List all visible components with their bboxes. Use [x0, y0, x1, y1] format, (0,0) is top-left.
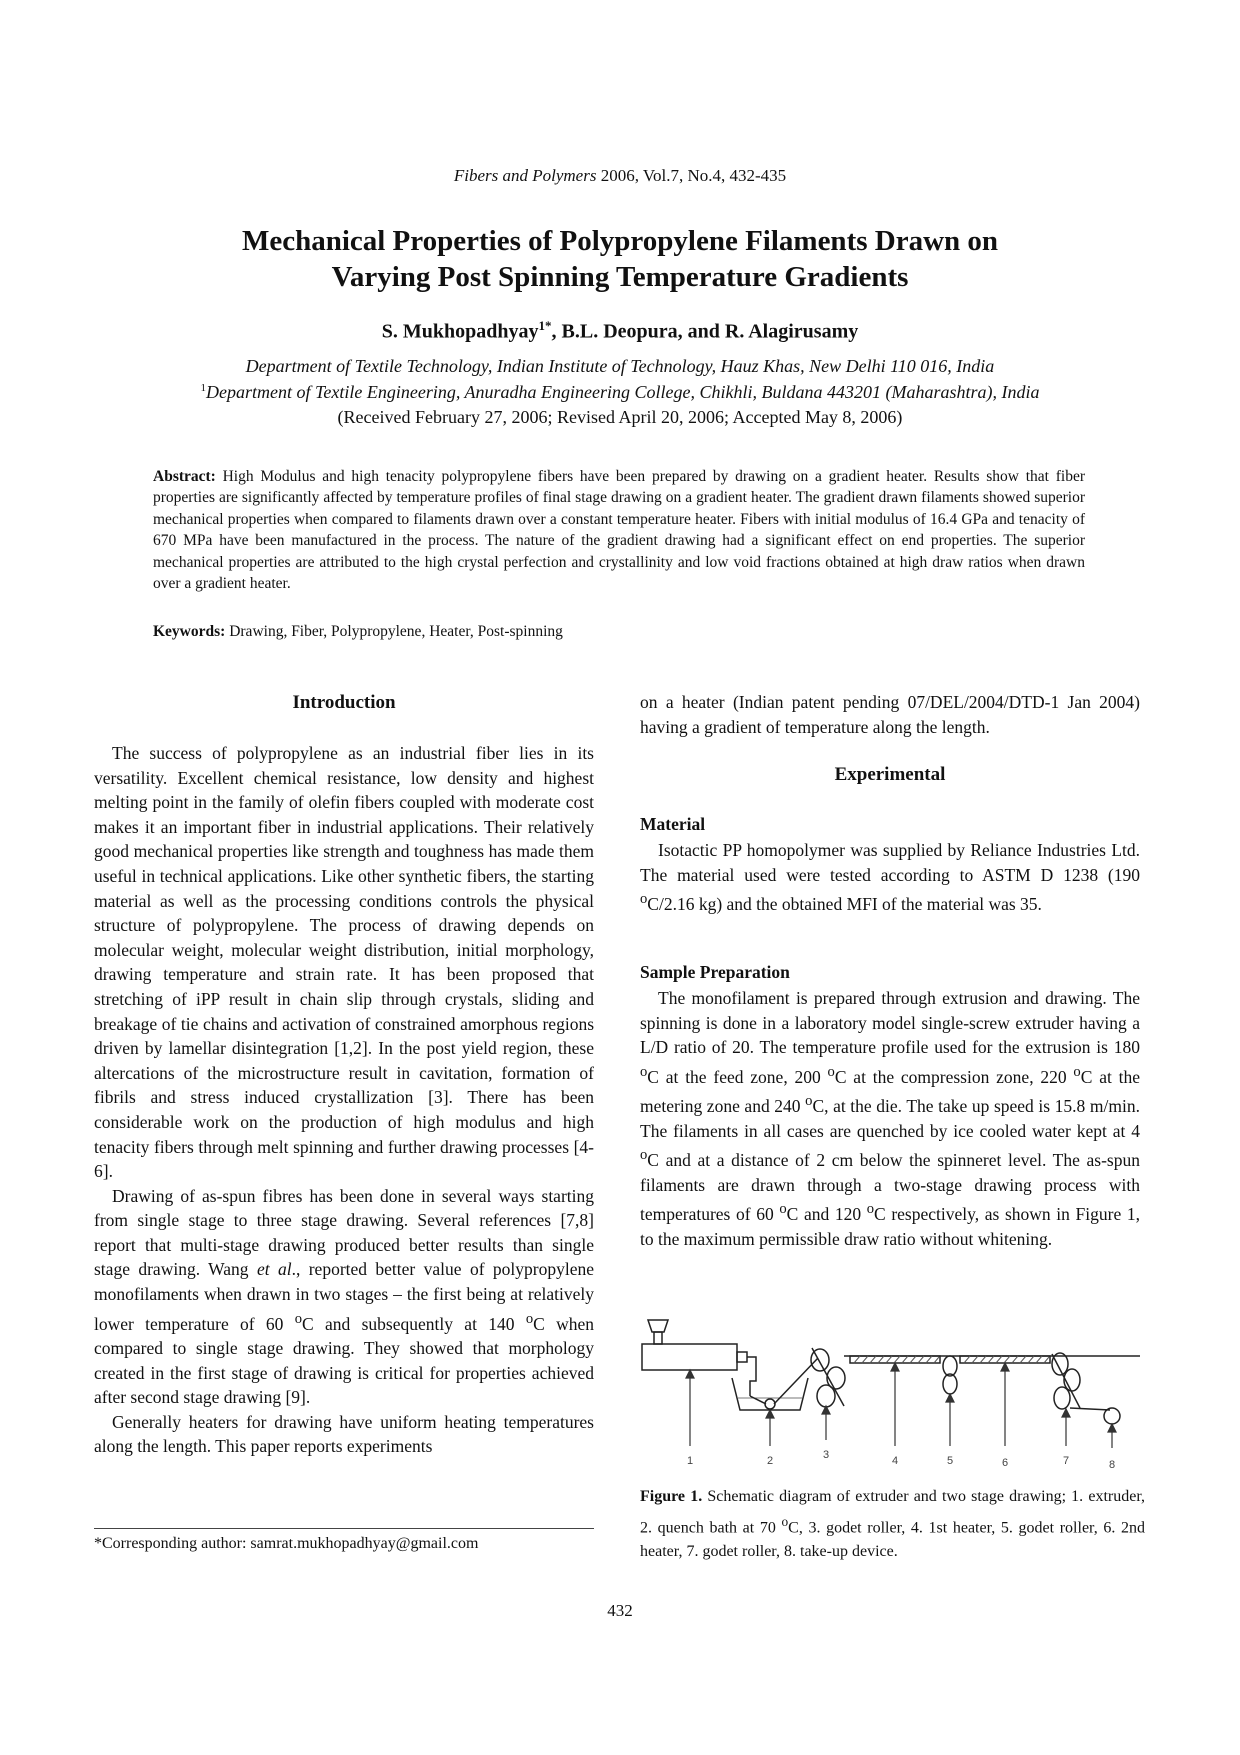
degree-sign: o — [640, 1063, 648, 1080]
intro-paragraph-1: The success of polypropylene as an industrial fiber lies in its versatility. Excellent chemical resistance, low density and highest melting point in the family of olefin fibers coupled with moderate cost makes it an important fiber in industrial applications. Their relatively good mechanical properties like strength and toughness has made them useful in technical applications. Like other synthetic fibers, the starting material as well as the processing conditions controls the physical structure of polypropylene. The process of drawing depends on molecular weight, molecular weight distribution, initial morphology, drawing temperature and strain rate. It has been proposed that stretching of iPP result in chain slip through crystals, sliding and breakage of tie chains and activation of constrained amorphous regions driven by lamellar disintegration [1,2]. In the post yield region, these altercations of the microstructure result in cavitation, formation of fibrils and stress induced crystallization [3]. There has been considerable work on the production of high modulus and high tenacity fibers through melt spinning and further drawing processes [4-6]. — [94, 743, 594, 1182]
affiliation-2-text: Department of Textile Engineering, Anuradha Engineering College, Chikhli, Buldana 443201 (Maharashtra), India — [206, 382, 1040, 402]
intro-p2-part-b: ., reported better value of polypropylene monofilaments when drawn in two stages – the first being at relatively lower temperature of 60 — [94, 1259, 594, 1334]
extruder-barrel — [642, 1344, 737, 1370]
godet-roller-1c — [817, 1385, 835, 1407]
material-part-b: C/2.16 kg) and the obtained MFI of the material was 35. — [647, 894, 1042, 915]
figure-number-2: 2 — [766, 1455, 774, 1467]
footnote-divider — [94, 1528, 594, 1529]
author-list — [0, 318, 1240, 344]
extruder-hopper — [648, 1320, 668, 1332]
degree-sign: o — [294, 1310, 303, 1327]
figure-number-1: 1 — [686, 1455, 694, 1467]
author-1-marker: 1* — [538, 318, 552, 333]
sample-part-1: The monofilament is prepared through extrusion and drawing. The spinning is done in a laboratory model single-screw extruder having a L/D ratio of 20. The temperature profile used for the extrusion is 180 — [640, 988, 1140, 1058]
sample-part-6: C and at a distance of 2 cm below the spinneret level. The as-spun filaments are drawn through a two-stage drawing process with temperatures of 60 — [640, 1150, 1140, 1225]
paper-title — [0, 223, 1240, 295]
degree-sign: o — [779, 1201, 787, 1218]
degree-sign: o — [1073, 1063, 1081, 1080]
affiliation-2-marker: 1 — [200, 382, 207, 394]
intro-continued: on a heater (Indian patent pending 07/DEL/2004/DTD-1 Jan 2004) having a gradient of temperature along the length. — [640, 692, 1140, 737]
sample-preparation-heading: Sample Preparation — [640, 962, 790, 982]
experimental-heading: Experimental — [834, 764, 946, 785]
godet-wrap-3 — [1052, 1354, 1080, 1408]
filament-in-bath — [750, 1396, 766, 1404]
degree-sign: o — [805, 1093, 813, 1110]
figure-number-7: 7 — [1062, 1455, 1070, 1467]
filament-to-takeup — [1070, 1408, 1110, 1410]
sample-part-8: C respectively, as shown in Figure 1, to the maximum permissible draw ratio without whitening. — [640, 1204, 1140, 1249]
figure-caption-label: Figure 1. — [640, 1488, 703, 1505]
sample-part-2: C at the feed zone, 200 — [647, 1066, 828, 1087]
figure-number-5: 5 — [946, 1455, 954, 1467]
figure-number-6: 6 — [1001, 1457, 1009, 1469]
journal-citation — [0, 166, 1240, 186]
degree-sign: o — [640, 891, 648, 908]
abstract-label: Abstract: — [153, 468, 216, 485]
material-paragraph — [640, 838, 1140, 917]
bath-guide-roller — [765, 1399, 775, 1409]
abstract-text: High Modulus and high tenacity polypropylene fibers have been prepared by drawing on a gradient heater. Results show that fiber properties are significantly affected by temperature profiles of final stage drawing on a gradient heater. The gradient drawn filaments showed superior mechanical properties when compared to filaments drawn over a constant temperature heater. Fibers with initial modulus of 16.4 GPa and tenacity of 670 MPa have been manufactured in the process. The nature of the gradient drawing had a significant effect on end properties. The superior mechanical properties are attributed to the high crystal perfection and crystallinity and low void fractions obtained at high draw ratios when drawn over a gradient heater. — [153, 468, 1086, 593]
degree-sign: o — [525, 1310, 534, 1327]
sample-part-3: C at the compression zone, 220 — [834, 1066, 1074, 1087]
heater-2-hatch — [964, 1356, 1049, 1363]
figure-1-schematic — [640, 1318, 1150, 1478]
intro-p2-part-a: Drawing of as-spun fibres has been done in several ways starting from single stage to three stage drawing. Several references [7,8] report that multi-stage drawing produced better results than single stage drawing. Wang — [94, 1185, 594, 1280]
heater-1-hatch — [854, 1356, 939, 1363]
intro-paragraph-3: Generally heaters for drawing have uniform heating temperatures along the length. This paper reports experiments — [94, 1411, 594, 1457]
affiliation-2 — [0, 382, 1240, 403]
affiliation-1: Department of Textile Technology, Indian Institute of Technology, Hauz Khas, New Delhi 110 016, India — [245, 356, 995, 376]
filament-path — [747, 1357, 756, 1396]
sample-part-7: C and 120 — [786, 1204, 867, 1225]
degree-sign: o — [781, 1513, 789, 1529]
title-line-1: Mechanical Properties of Polypropylene Filaments Drawn on — [241, 225, 999, 257]
title-line-2: Varying Post Spinning Temperature Gradients — [331, 261, 909, 293]
journal-details: 2006, Vol.7, No.4, 432-435 — [596, 166, 787, 185]
journal-name: Fibers and Polymers — [453, 166, 597, 185]
received-dates: (Received February 27, 2006; Revised April 20, 2006; Accepted May 8, 2006) — [337, 407, 903, 427]
godet-roller-3b — [1064, 1369, 1080, 1391]
degree-sign: o — [640, 1147, 648, 1164]
figure-caption-part-a: Schematic diagram of extruder and two stage drawing; 1. extruder, 2. quench bath at 70 — [640, 1488, 1146, 1536]
sample-part-4: C at the metering zone and 240 — [640, 1066, 1140, 1117]
sample-part-5: C, at the die. The take up speed is 15.8 m/min. The filaments in all cases are quenched by ice cooled water kept at 4 — [640, 1096, 1140, 1141]
keywords — [153, 623, 1085, 641]
introduction-heading: Introduction — [292, 692, 396, 713]
corresponding-author-footnote: *Corresponding author: samrat.mukhopadhyay@gmail.com — [94, 1535, 479, 1552]
keywords-text: Drawing, Fiber, Polypropylene, Heater, Post-spinning — [229, 623, 563, 640]
author-1: S. Mukhopadhyay — [381, 320, 539, 343]
figure-number-3: 3 — [822, 1449, 830, 1461]
abstract — [153, 466, 1085, 594]
godet-roller-2a — [943, 1356, 957, 1376]
degree-sign: o — [866, 1201, 875, 1218]
left-column — [94, 741, 594, 1459]
material-heading: Material — [640, 814, 706, 834]
keywords-label: Keywords: — [153, 623, 226, 640]
intro-p2-part-d: C when compared to single stage drawing. They showed that morphology created in the first stage of drawing is critical for properties achieved after second stage drawing [9]. — [94, 1313, 595, 1408]
material-part-a: Isotactic PP homopolymer was supplied by Reliance Industries Ltd. The material used were tested according to ASTM D 1238 (190 — [640, 840, 1140, 885]
intro-p2-part-c: C and subsequently at 140 — [302, 1313, 526, 1334]
hopper-neck — [654, 1332, 662, 1344]
figure-1-caption — [640, 1485, 1145, 1565]
other-authors: , B.L. Deopura, and R. Alagirusamy — [551, 320, 859, 343]
degree-sign: o — [827, 1063, 835, 1080]
godet-roller-2b — [943, 1374, 957, 1394]
intro-p2-etal: et al — [256, 1259, 292, 1280]
quench-bath — [732, 1378, 808, 1410]
take-up-device — [1104, 1408, 1120, 1424]
godet-roller-3c — [1054, 1387, 1070, 1409]
page-number: 432 — [607, 1601, 633, 1620]
figure-number-8: 8 — [1108, 1459, 1116, 1471]
extruder-die — [737, 1352, 747, 1362]
intro-paragraph-2 — [94, 1184, 594, 1410]
figure-number-4: 4 — [891, 1455, 899, 1467]
figure-caption-part-b: C, 3. godet roller, 4. 1st heater, 5. godet roller, 6. 2nd heater, 7. godet roller, 8. take-up device. — [640, 1518, 1146, 1561]
sample-preparation-paragraph — [640, 986, 1140, 1251]
